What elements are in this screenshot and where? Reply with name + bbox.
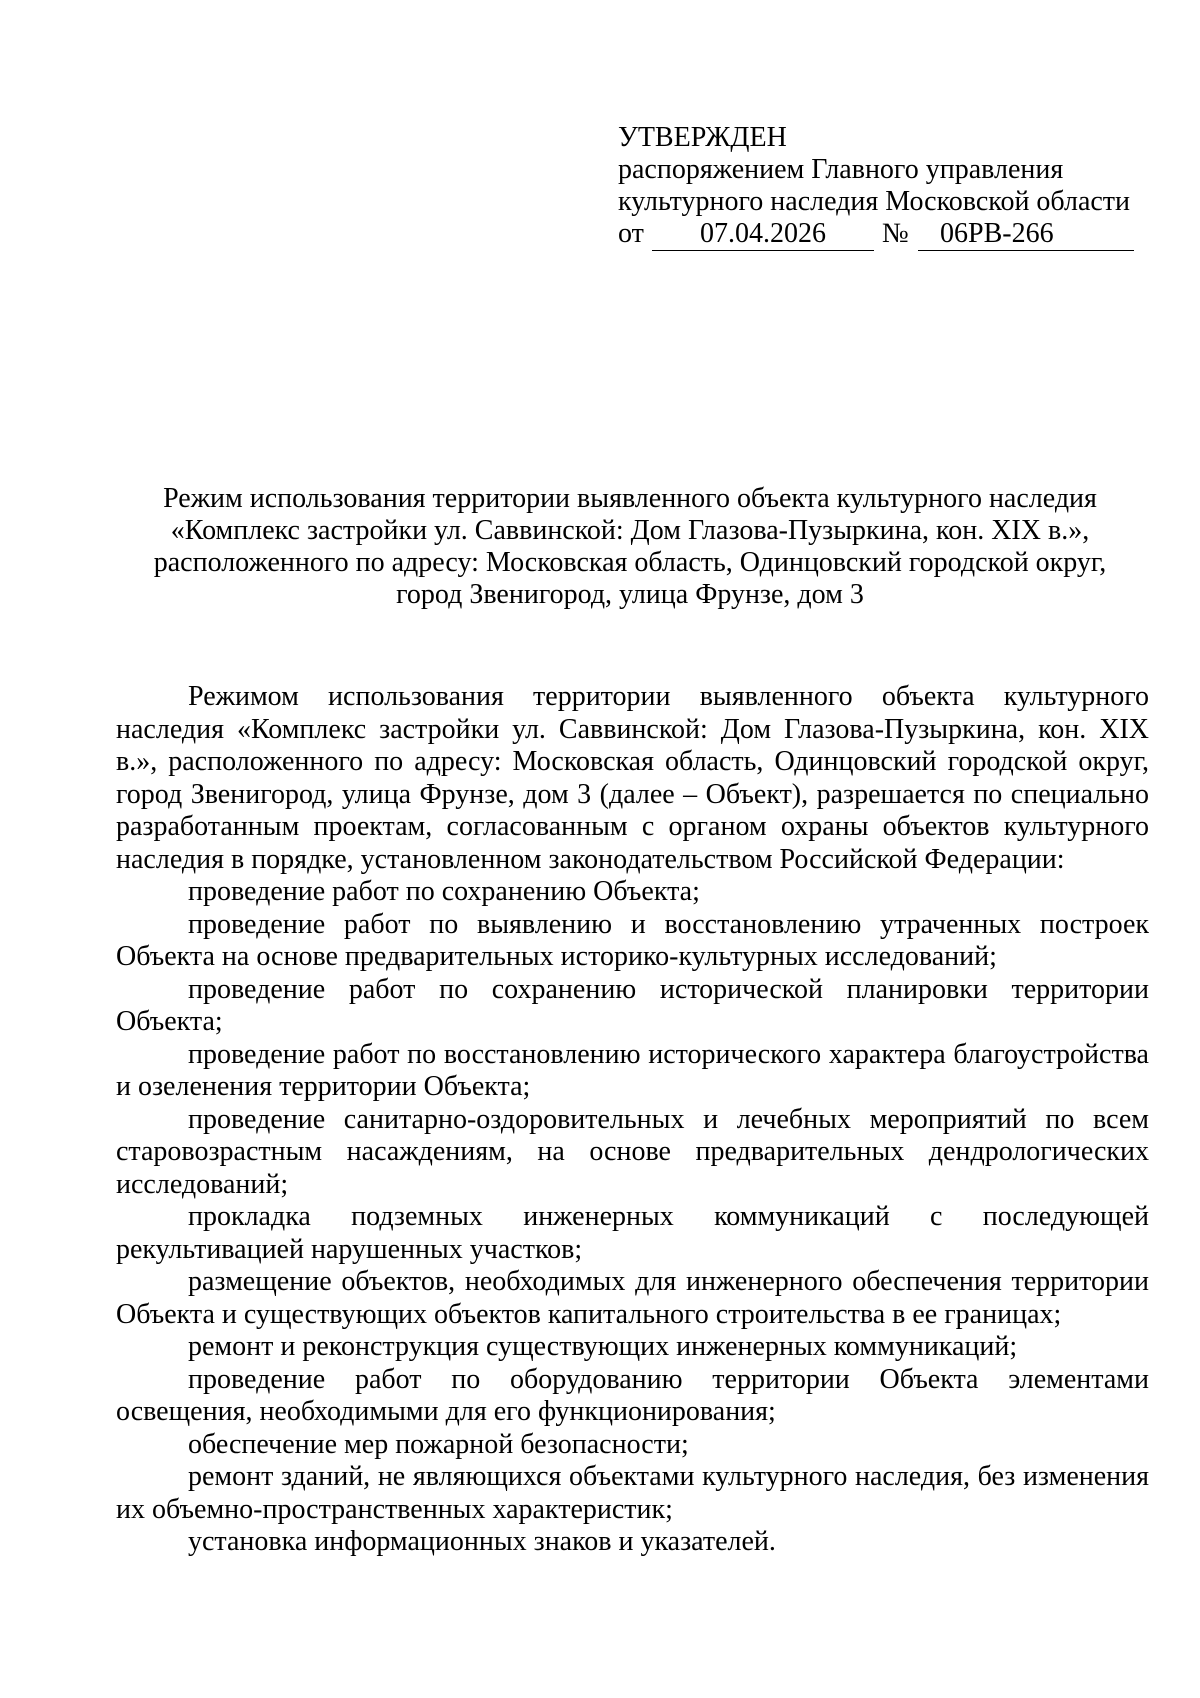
title-line-3: расположенного по адресу: Московская область, Одинцовский городской округ, [153,547,1107,578]
list-item: ремонт и реконструкция существующих инженерных коммуникаций; [188,1331,1018,1362]
list-item: установка информационных знаков и указателей. [188,1526,776,1557]
title-line-1: Режим использования территории выявленного объекта культурного наследия [163,483,1097,514]
list-item: проведение работ по выявлению и восстановлению утраченных построек Объекта на основе предварительных историко-культурных исследований; [116,908,1149,972]
title-line-4: город Звенигород, улица Фрунзе, дом 3 [396,579,864,610]
approval-line-1: распоряжением Главного управления [618,154,1064,185]
number-sign: № [882,218,909,249]
approval-date-row [618,218,1138,250]
approval-number-field [918,218,1134,251]
list-item: проведение работ по оборудованию территории Объекта элементами освещения, необходимыми для его функционирования; [116,1363,1149,1427]
list-item: прокладка подземных инженерных коммуникаций с последующей рекультивацией нарушенных участков; [116,1201,1149,1265]
document-title [110,483,1150,611]
approval-block [618,122,1138,250]
from-label: от [618,218,644,249]
approval-date: 07.04.2026 [652,218,874,251]
list-item: ремонт зданий, не являющихся объектами культурного наследия, без изменения их объемно-пространственных характеристик; [116,1461,1149,1525]
list-item: проведение работ по восстановлению исторического характера благоустройства и озеленения территории Объекта; [116,1038,1149,1102]
document-body [116,681,1149,1559]
list-item: проведение санитарно-оздоровительных и лечебных мероприятий по всем старовозрастным насаждениям, на основе предварительных дендрологических исследований; [116,1103,1149,1200]
list-item: проведение работ по сохранению Объекта; [188,876,700,907]
list-item: размещение объектов, необходимых для инженерного обеспечения территории Объекта и существующих объектов капитального строительства в ее границах; [116,1266,1149,1330]
list-item: проведение работ по сохранению исторической планировки территории Объекта; [116,973,1149,1037]
approval-line-2: культурного наследия Московской области [618,186,1131,217]
title-line-2: «Комплекс застройки ул. Саввинской: Дом Глазова-Пузыркина, кон. XIX в.», [170,515,1090,546]
intro-paragraph: Режимом использования территории выявленного объекта культурного наследия «Комплекс застройки ул. Саввинской: Дом Глазова-Пузыркина, кон. XIX в.», расположенного по адресу: Московская область, Одинцовский городской округ, город Звенигород, улица Фрунзе, дом 3 (далее – Объект), разрешается по специально разработанным проектам, согласованным с органом охраны объектов культурного наследия в порядке, установленном законодательством Российской Федерации: [116,681,1149,875]
approval-number: 06РВ-266 [940,218,1054,249]
list-item: обеспечение мер пожарной безопасности; [188,1428,689,1460]
approval-heading: УТВЕРЖДЕН [618,122,787,153]
